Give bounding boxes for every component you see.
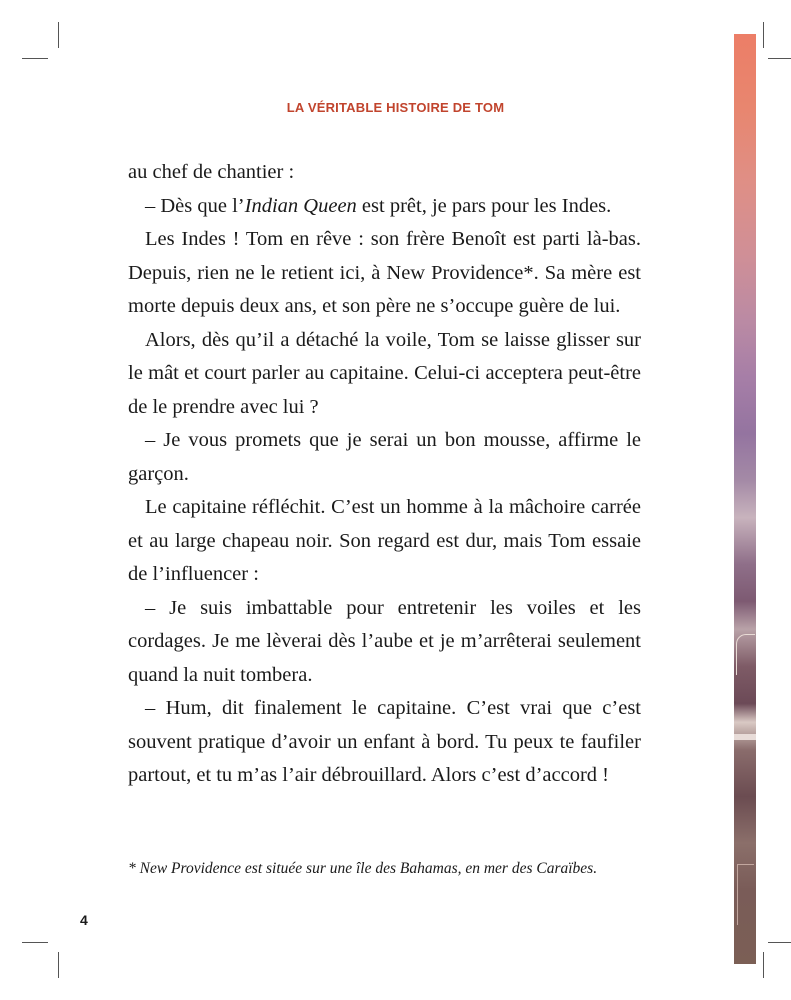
- crop-mark: [58, 952, 59, 978]
- crop-mark: [22, 58, 48, 59]
- crop-mark: [768, 942, 791, 943]
- crop-mark: [22, 942, 48, 943]
- page-number: 4: [80, 912, 88, 928]
- paragraph: – Hum, dit finalement le capitaine. C’est vrai que c’est souvent pratique d’avoir un enfant à bord. Tu peux te faufiler partout, et tu m’as l’air débrouillard. Alors c’est d’accord !: [128, 697, 641, 786]
- body-text: [128, 156, 641, 793]
- ship-name: Indian Queen: [244, 194, 357, 217]
- footnote: * New Providence est située sur une île des Bahamas, en mer des Caraïbes.: [128, 860, 598, 877]
- paragraph: – Je suis imbattable pour entretenir les voiles et les cordages. Je me lèverai dès l’aube et je m’arrêterai seulement quand la nuit tombera.: [128, 596, 641, 686]
- crop-mark: [763, 952, 764, 978]
- crop-mark: [763, 22, 764, 48]
- crop-mark: [58, 22, 59, 48]
- illustration-detail: [734, 734, 756, 740]
- illustration-detail: [736, 634, 755, 675]
- crop-mark: [768, 58, 791, 59]
- paragraph: au chef de chantier :: [128, 161, 295, 183]
- illustration-detail: [737, 864, 754, 925]
- illustration-edge-strip: [734, 34, 756, 964]
- dialogue-dash: – Dès que l’: [145, 194, 245, 217]
- paragraph-rest: est prêt, je pars pour les Indes.: [356, 194, 612, 217]
- paragraph: – Je vous promets que je serai un bon mousse, affirme le garçon.: [128, 429, 641, 485]
- paragraph: Le capitaine réfléchit. C’est un homme à la mâchoire carrée et au large chapeau noir. Son regard est dur, mais Tom essaie de l’influencer :: [128, 496, 641, 585]
- paragraph: [128, 190, 641, 224]
- paragraph: Alors, dès qu’il a détaché la voile, Tom se laisse glisser sur le mât et court parler au capitaine. Celui-ci acceptera peut-être de le prendre avec lui ?: [128, 328, 641, 418]
- paragraph: Les Indes ! Tom en rêve : son frère Benoît est parti là-bas. Depuis, rien ne le retient ici, à New Providence*. Sa mère est morte depuis deux ans, et son père ne s’occupe guère de lui.: [128, 228, 641, 317]
- running-head: LA VÉRITABLE HISTOIRE DE TOM: [286, 100, 505, 115]
